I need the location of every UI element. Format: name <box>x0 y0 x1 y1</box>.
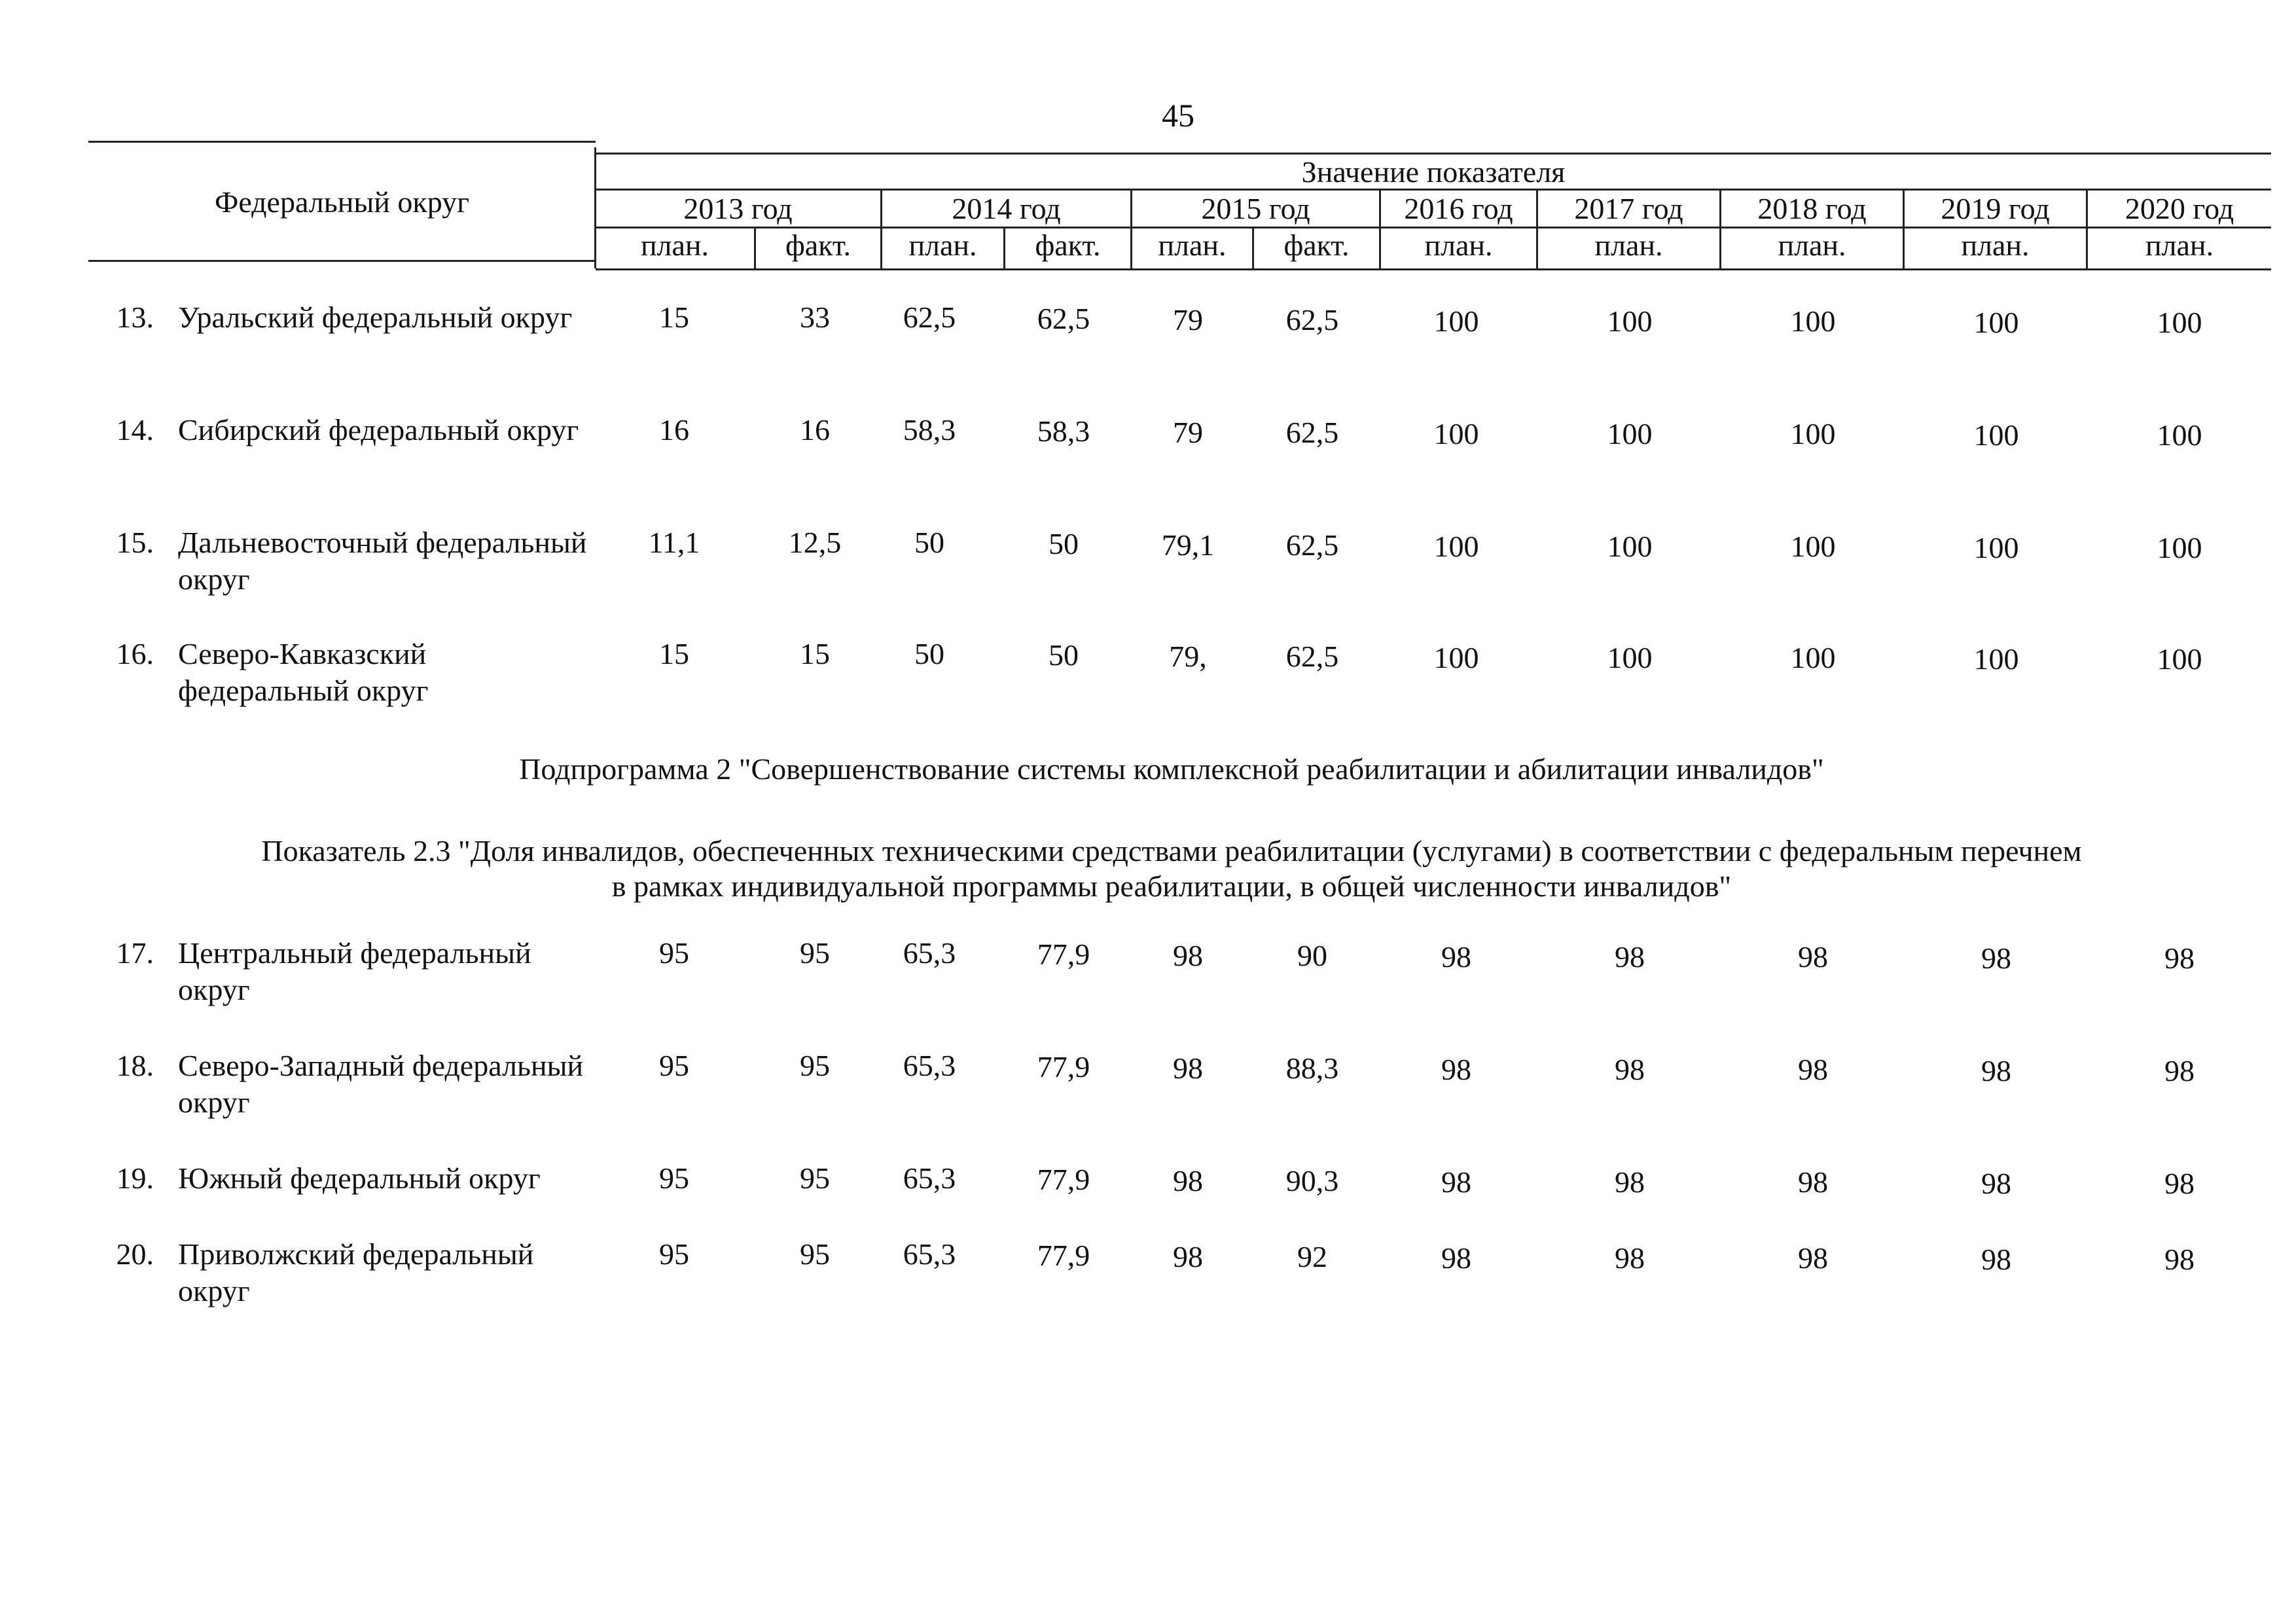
sub-header: факт. <box>785 228 852 262</box>
value-cell: 95 <box>800 1161 830 1195</box>
value-cell: 98 <box>1615 940 1645 974</box>
indicator-title-line2: в рамках индивидуальной программы реабилитации, в общей численности инвалидов" <box>611 869 1732 903</box>
value-cell: 100 <box>2157 642 2202 676</box>
row-number: 15. <box>116 526 154 559</box>
row-number: 18. <box>116 1049 154 1082</box>
sub-header: план. <box>1778 228 1846 262</box>
value-cell: 98 <box>1798 1241 1828 1275</box>
value-cell: 65,3 <box>903 1161 956 1195</box>
value-cell: 50 <box>1049 527 1079 560</box>
value-cell: 98 <box>1173 939 1203 972</box>
value-cell: 65,3 <box>903 936 956 970</box>
value-cell: 16 <box>800 413 830 447</box>
value-cell: 62,5 <box>1285 528 1339 562</box>
row-number: 14. <box>116 413 154 447</box>
value-cell: 98 <box>1798 1053 1828 1086</box>
value-cell: 77,9 <box>1037 1050 1090 1084</box>
value-cell: 100 <box>1973 306 2019 339</box>
value-cell: 98 <box>2164 941 2195 975</box>
district-name: Приволжский федеральный округ <box>178 1237 534 1307</box>
year-header: 2019 год <box>1941 192 2050 225</box>
value-cell: 58,3 <box>903 413 956 447</box>
sub-header: план. <box>1424 228 1493 262</box>
value-cell: 65,3 <box>903 1049 956 1082</box>
year-header: 2020 год <box>2125 192 2234 225</box>
subprogram-title: Подпрограмма 2 "Совершенствование системы комплексной реабилитации и абилитации инвалидов" <box>519 752 1824 786</box>
value-cell: 11,1 <box>648 526 700 559</box>
row-number: 17. <box>116 936 154 970</box>
value-cell: 100 <box>1790 417 1836 450</box>
value-cell: 15 <box>659 301 689 334</box>
value-cell: 95 <box>800 1049 830 1082</box>
indicator-title-line1: Показатель 2.3 "Доля инвалидов, обеспеченных техническими средствами реабилитации (услугами) в соответствии с федеральным перечнем <box>261 834 2082 867</box>
value-cell: 95 <box>659 936 689 970</box>
value-cell: 62,5 <box>1285 303 1339 337</box>
value-cell: 77,9 <box>1037 1239 1090 1272</box>
value-cell: 88,3 <box>1285 1051 1339 1085</box>
value-cell: 77,9 <box>1037 1163 1090 1196</box>
value-cell: 100 <box>1433 417 1479 450</box>
row-number: 19. <box>116 1161 154 1195</box>
sub-header: план. <box>640 228 709 262</box>
sub-header: факт. <box>1283 228 1350 262</box>
year-header: 2014 год <box>952 192 1061 225</box>
value-cell: 95 <box>800 1237 830 1271</box>
year-header: 2013 год <box>683 192 793 225</box>
value-cell: 98 <box>2164 1167 2195 1200</box>
value-cell: 90,3 <box>1285 1164 1339 1197</box>
value-cell: 50 <box>914 526 944 559</box>
value-cell: 98 <box>2164 1243 2195 1276</box>
value-cell: 16 <box>659 413 689 447</box>
year-header: 2018 год <box>1757 192 1867 225</box>
value-cell: 98 <box>1173 1164 1203 1197</box>
value-cell: 79 <box>1173 416 1203 449</box>
year-header: 2017 год <box>1574 192 1683 225</box>
value-cell: 100 <box>1973 642 2019 676</box>
value-cell: 62,5 <box>903 301 956 334</box>
value-cell: 100 <box>2157 306 2202 339</box>
value-cell: 58,3 <box>1037 414 1090 448</box>
value-cell: 98 <box>1981 1054 2011 1087</box>
sub-header: план. <box>2145 228 2214 262</box>
value-cell: 98 <box>1615 1241 1645 1275</box>
value-cell: 100 <box>1790 304 1836 338</box>
value-cell: 100 <box>1973 418 2019 452</box>
value-cell: 98 <box>1441 940 1471 974</box>
value-cell: 62,5 <box>1037 302 1090 335</box>
value-cell: 95 <box>659 1049 689 1082</box>
value-cell: 98 <box>1441 1165 1471 1199</box>
value-cell: 98 <box>1798 1165 1828 1199</box>
value-cell: 100 <box>1790 530 1836 563</box>
value-cell: 100 <box>1973 531 2019 564</box>
value-cell: 65,3 <box>903 1237 956 1271</box>
year-header: 2015 год <box>1201 192 1310 225</box>
value-cell: 98 <box>1615 1165 1645 1199</box>
district-name: Северо-Кавказский федеральный округ <box>178 637 429 707</box>
district-name: Южный федеральный округ <box>178 1161 541 1195</box>
value-cell: 50 <box>914 637 944 670</box>
value-cell: 92 <box>1297 1240 1327 1273</box>
value-cell: 79,1 <box>1161 528 1215 562</box>
value-cell: 12,5 <box>788 526 842 559</box>
header-bottom-rule-left <box>88 260 596 262</box>
value-cell: 98 <box>1798 940 1828 974</box>
value-cell: 98 <box>2164 1054 2195 1087</box>
value-cell: 95 <box>659 1161 689 1195</box>
value-cell: 100 <box>1433 304 1479 338</box>
district-name: Дальневосточный федеральный округ <box>178 526 587 596</box>
value-cell: 100 <box>1607 304 1653 338</box>
value-cell: 79 <box>1173 303 1203 337</box>
value-cell: 33 <box>800 301 830 334</box>
value-cell: 100 <box>2157 531 2202 564</box>
value-cell: 100 <box>1607 530 1653 563</box>
value-cell: 98 <box>1173 1240 1203 1273</box>
value-cell: 100 <box>1433 530 1479 563</box>
row-number: 16. <box>116 637 154 670</box>
value-cell: 50 <box>1049 638 1079 672</box>
page-number: 45 <box>1162 97 1194 134</box>
row-number: 13. <box>116 301 154 334</box>
header-top-rule <box>88 141 596 143</box>
value-cell: 98 <box>1441 1241 1471 1275</box>
value-cell: 100 <box>1790 641 1836 674</box>
year-header: 2016 год <box>1404 192 1513 225</box>
district-name: Сибирский федеральный округ <box>178 413 579 447</box>
sub-header: план. <box>1158 228 1227 262</box>
row-number: 20. <box>116 1237 154 1271</box>
value-cell: 100 <box>1433 641 1479 674</box>
value-cell: 62,5 <box>1285 416 1339 449</box>
value-cell: 15 <box>800 637 830 670</box>
district-name: Уральский федеральный округ <box>178 301 573 334</box>
value-cell: 100 <box>1607 641 1653 674</box>
value-cell: 62,5 <box>1285 640 1339 673</box>
district-name: Центральный федеральный округ <box>178 936 531 1006</box>
value-cell: 98 <box>1615 1053 1645 1086</box>
sub-header: факт. <box>1035 228 1101 262</box>
value-column-header: Значение показателя <box>1301 155 1566 189</box>
value-cell: 100 <box>1607 417 1653 450</box>
value-cell: 98 <box>1441 1053 1471 1086</box>
value-cell: 98 <box>1173 1051 1203 1085</box>
sub-header: план. <box>1961 228 2030 262</box>
value-cell: 79, <box>1169 640 1207 673</box>
value-cell: 98 <box>1981 941 2011 975</box>
value-cell: 77,9 <box>1037 938 1090 971</box>
value-cell: 98 <box>1981 1243 2011 1276</box>
sub-header: план. <box>908 228 977 262</box>
value-cell: 95 <box>659 1237 689 1271</box>
value-cell: 15 <box>659 637 689 670</box>
district-name: Северо-Западный федеральный округ <box>178 1049 584 1119</box>
value-cell: 90 <box>1297 939 1327 972</box>
value-cell: 98 <box>1981 1167 2011 1200</box>
value-cell: 95 <box>800 936 830 970</box>
district-column-header: Федеральный округ <box>215 185 469 219</box>
sub-header: план. <box>1594 228 1663 262</box>
header-bottom-rule-right <box>596 268 2271 270</box>
value-cell: 100 <box>2157 418 2202 452</box>
